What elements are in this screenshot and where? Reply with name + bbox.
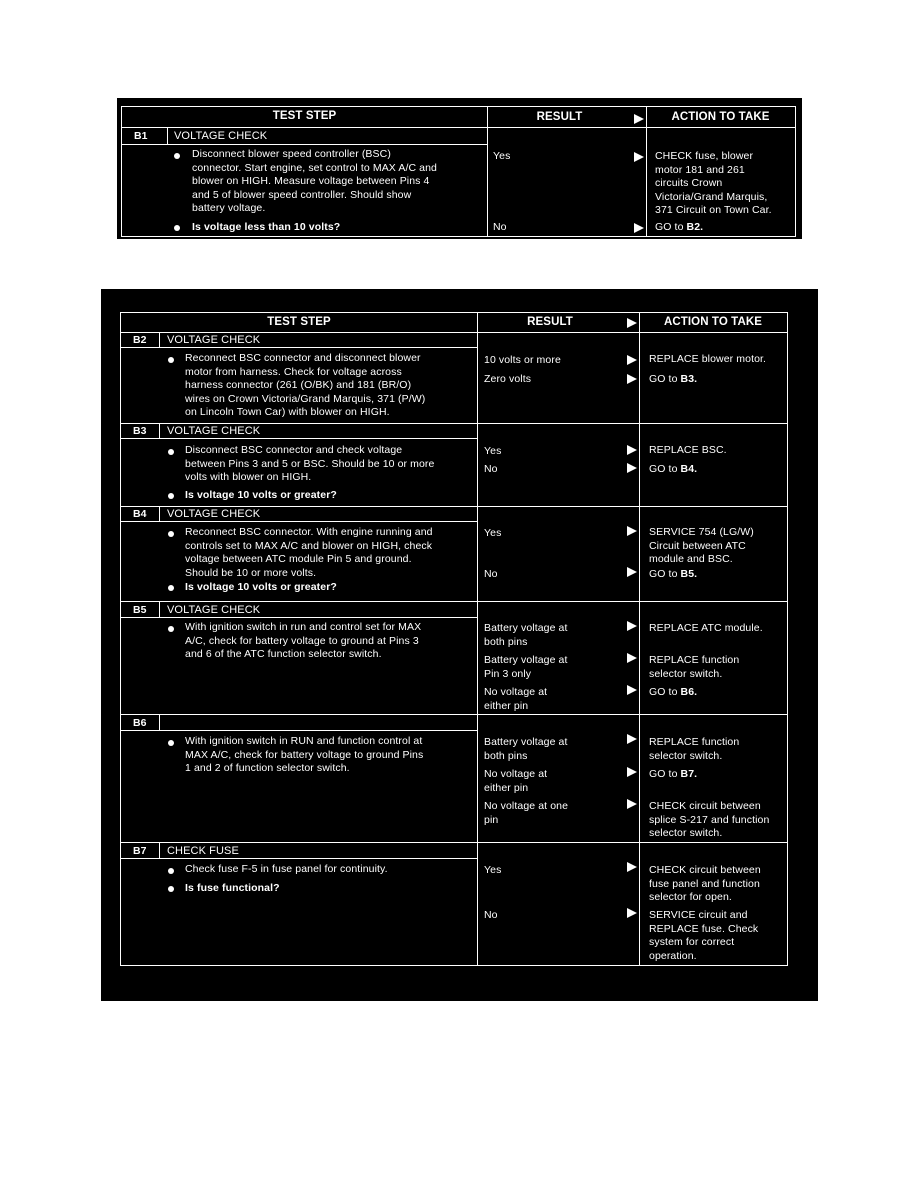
result-b5-2: Battery voltage at Pin 3 only xyxy=(484,654,568,680)
arrow-icon xyxy=(627,653,637,663)
header-result: RESULT xyxy=(527,316,573,328)
arrow-icon xyxy=(627,355,637,365)
result-b2-2: Zero volts xyxy=(484,373,532,385)
result-b3-2: No xyxy=(484,463,498,475)
result-b7-1: Yes xyxy=(484,864,502,876)
step-instruction: Disconnect blower speed controller (BSC) connector. Start engine, set control to MAX A/C and blower on HIGH. Measure voltage between Pins 4 and 5 of blower speed controller. Should show battery voltage. xyxy=(192,148,437,214)
step-instruction: Reconnect BSC connector. With engine running and controls set to MAX A/C and blower on HIGH, check voltage between ATC module Pin 5 and ground. Should be 10 or more volts. xyxy=(185,526,433,579)
step-title-b7: CHECK FUSE xyxy=(167,845,239,857)
header-action: ACTION TO TAKE xyxy=(663,316,763,328)
step-id-b1: B1 xyxy=(134,130,148,142)
step-instruction: Check fuse F-5 in fuse panel for continuity. xyxy=(185,863,388,875)
arrow-icon xyxy=(627,734,637,744)
step-id-b3: B3 xyxy=(133,425,147,437)
action-b5-2: REPLACE function selector switch. xyxy=(649,654,740,680)
test-step-panel-b2-b7 xyxy=(101,289,818,1001)
arrow-icon xyxy=(627,445,637,455)
arrow-icon xyxy=(627,526,637,536)
arrow-icon xyxy=(634,223,644,233)
step-question: Is fuse functional? xyxy=(185,882,280,894)
header-test-step: TEST STEP xyxy=(267,316,331,328)
arrow-icon xyxy=(627,799,637,809)
arrow-icon xyxy=(634,114,644,124)
result-b5-3: No voltage at either pin xyxy=(484,686,548,712)
bullet-icon xyxy=(168,493,174,499)
bullet-icon xyxy=(168,868,174,874)
action-b3-2: GO to B4. xyxy=(649,463,698,475)
arrow-icon xyxy=(627,374,637,384)
step-id-b6: B6 xyxy=(133,717,147,729)
action-b5-3: GO to B6. xyxy=(649,686,698,698)
action-b2-2: GO to B3. xyxy=(649,373,698,385)
result-b2-1: 10 volts or more xyxy=(484,354,561,366)
header-action: ACTION TO TAKE xyxy=(671,111,770,123)
step-title-b4: VOLTAGE CHECK xyxy=(167,508,261,520)
action-b4-2: GO to B5. xyxy=(649,568,698,580)
bullet-icon xyxy=(168,357,174,363)
arrow-icon xyxy=(634,152,644,162)
step-title-b1: VOLTAGE CHECK xyxy=(174,130,268,142)
bullet-icon xyxy=(168,531,174,537)
result-yes: Yes xyxy=(493,150,511,162)
result-b6-2: No voltage at either pin xyxy=(484,768,548,794)
result-b6-3: No voltage at one pin xyxy=(484,800,569,826)
step-instruction: Disconnect BSC connector and check voltage between Pins 3 and 5 or BSC. Should be 10 or more volts with blower on HIGH. xyxy=(185,444,435,483)
test-step-table-b1 xyxy=(121,106,796,237)
step-title-b3: VOLTAGE CHECK xyxy=(167,425,261,437)
arrow-icon xyxy=(627,767,637,777)
action-b3-1: REPLACE BSC. xyxy=(649,444,727,456)
arrow-icon xyxy=(627,685,637,695)
step-instruction: With ignition switch in run and control set for MAX A/C, check for battery voltage to ground at Pins 3 and 6 of the ATC function selector switch. xyxy=(185,621,422,660)
step-instruction: Reconnect BSC connector and disconnect blower motor from harness. Check for voltage across harness connector (261 (O/BK) and 181 (BR/O) wires on Crown Victoria/Grand Marquis, 371 (P/W) on Lincoln Town Car) with blower on HIGH. xyxy=(185,352,426,418)
result-no: No xyxy=(493,221,507,233)
result-b4-1: Yes xyxy=(484,527,502,539)
action-b6-3: CHECK circuit between splice S-217 and function selector switch. xyxy=(649,800,770,839)
arrow-icon xyxy=(627,463,637,473)
test-step-panel-b1 xyxy=(117,98,802,239)
step-title-b5: VOLTAGE CHECK xyxy=(167,604,261,616)
step-id-b7: B7 xyxy=(133,845,147,857)
arrow-icon xyxy=(627,318,637,328)
action-b7-1: CHECK circuit between fuse panel and function selector for open. xyxy=(649,864,761,903)
test-step-table-b2-b7 xyxy=(120,312,788,966)
result-b3-1: Yes xyxy=(484,445,502,457)
result-b4-2: No xyxy=(484,568,498,580)
header-result: RESULT xyxy=(536,111,583,123)
result-b7-2: No xyxy=(484,909,498,921)
arrow-icon xyxy=(627,621,637,631)
action-b5-1: REPLACE ATC module. xyxy=(649,622,763,634)
header-test-step: TEST STEP xyxy=(272,110,337,122)
action-no: GO to B2. xyxy=(655,221,704,233)
step-question: Is voltage less than 10 volts? xyxy=(192,221,341,233)
bullet-icon xyxy=(174,153,180,159)
arrow-icon xyxy=(627,908,637,918)
result-b5-1: Battery voltage at both pins xyxy=(484,622,568,648)
arrow-icon xyxy=(627,567,637,577)
action-yes: CHECK fuse, blower motor 181 and 261 circuits Crown Victoria/Grand Marquis, 371 Circuit on Town Car. xyxy=(655,150,772,216)
step-question: Is voltage 10 volts or greater? xyxy=(185,581,337,593)
action-b6-1: REPLACE function selector switch. xyxy=(649,736,740,762)
bullet-icon xyxy=(168,886,174,892)
step-instruction: With ignition switch in RUN and function control at MAX A/C, check for battery voltage to ground Pins 1 and 2 of function selector switch. xyxy=(185,735,424,774)
step-id-b2: B2 xyxy=(133,334,147,346)
step-id-b5: B5 xyxy=(133,604,147,616)
step-id-b4: B4 xyxy=(133,508,147,520)
bullet-icon xyxy=(174,225,180,231)
step-title-b2: VOLTAGE CHECK xyxy=(167,334,261,346)
action-b6-2: GO to B7. xyxy=(649,768,698,780)
bullet-icon xyxy=(168,740,174,746)
action-b2-1: REPLACE blower motor. xyxy=(649,353,767,365)
bullet-icon xyxy=(168,585,174,591)
action-b4-1: SERVICE 754 (LG/W) Circuit between ATC module and BSC. xyxy=(649,526,754,565)
result-b6-1: Battery voltage at both pins xyxy=(484,736,568,762)
arrow-icon xyxy=(627,862,637,872)
step-question: Is voltage 10 volts or greater? xyxy=(185,489,337,501)
action-b7-2: SERVICE circuit and REPLACE fuse. Check system for correct operation. xyxy=(649,909,759,962)
bullet-icon xyxy=(168,626,174,632)
bullet-icon xyxy=(168,449,174,455)
